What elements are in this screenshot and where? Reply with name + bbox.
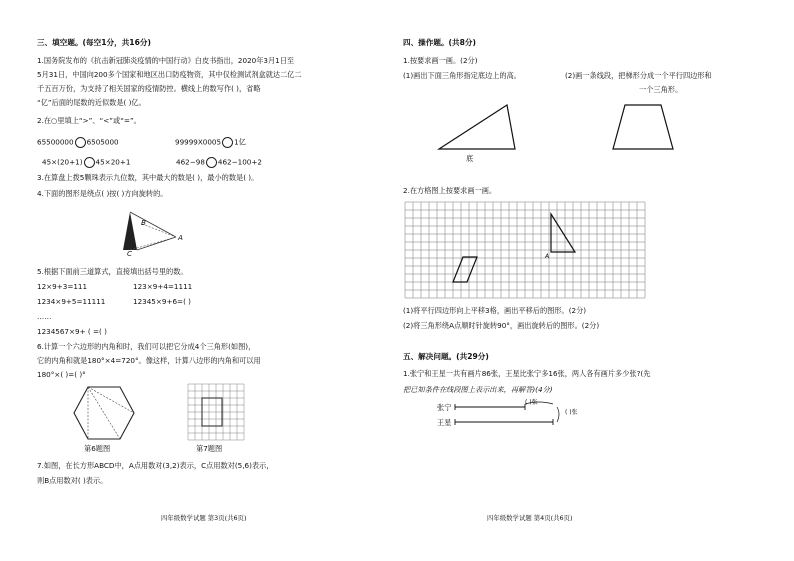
rotation-dash: [142, 224, 176, 237]
op-q2-a: (1)将平行四边形向上平移3格，画出平移后的图形。(2分): [403, 306, 587, 315]
grid-point-a: A: [545, 253, 550, 260]
op-q2: 2.在方格图上按要求画一画。: [403, 186, 497, 195]
hexagon-diagonal: [88, 387, 120, 439]
hexagon: [74, 387, 134, 439]
q4-text: 4.下面的图形是绕点( )按( )方向旋转的。: [37, 189, 168, 198]
q5-row2-a: 1234×9+5=11111: [37, 297, 106, 306]
point-label-c: C: [127, 249, 133, 258]
base-label: 底: [466, 154, 474, 163]
q5-last: 1234567×9+ ( =( ): [37, 327, 107, 336]
op-q1-a: (1)画出下面三角形指定底边上的高。: [403, 71, 521, 80]
q5-dots: ……: [37, 312, 52, 321]
right-footer: 四年级数学试题 第4页(共6页): [487, 514, 573, 522]
left-footer: 四年级数学试题 第3页(共6页): [161, 514, 247, 522]
q7-line-2: 则B点用数对( )表示。: [37, 476, 108, 485]
op-q1: 1.按要求画一画。(2分): [403, 56, 478, 65]
compare-circle[interactable]: [222, 137, 233, 148]
q5-text: 5.根据下面前三道算式，直接填出括号里的数。: [37, 267, 188, 276]
point-label-a: A: [178, 233, 183, 242]
q5-row1-b: 123×9+4=1111: [133, 282, 193, 291]
triangle: [439, 105, 515, 149]
right-triangle: [551, 214, 575, 252]
op-q2-b: (2)将三角形绕A点顺时针旋转90°，画出旋转后的图形。(2分): [403, 321, 600, 330]
q6-line-3: 180°×( )=( )°: [37, 370, 86, 379]
q7-line-1: 7.如图，在长方形ABCD中，A点用数对(3,2)表示，C点用数对(5,6)表示，: [37, 461, 274, 470]
fig6-caption: 第6题图: [84, 444, 111, 453]
p1-line-2: 把已知条件在线段图上表示出来，再解答)(4分): [403, 385, 553, 394]
label-wang: 王星: [437, 418, 452, 427]
compare-circle[interactable]: [84, 157, 95, 168]
q1-line-2: 5月31日，中国向200多个国家和地区出口防疫物资，其中仅检测试剂盒就达二亿二: [37, 70, 302, 79]
q7-grid-figure: [188, 384, 248, 440]
compare-circle[interactable]: [75, 137, 86, 148]
fig7-caption: 第7题图: [196, 444, 223, 453]
section5-title: 五、解决问题。(共29分): [403, 352, 489, 361]
trapezoid-figure: [611, 103, 691, 153]
label-zhang: 张宁: [437, 403, 452, 412]
q1-line-4: “亿”后面的尾数的近似数是( )亿。: [37, 98, 146, 107]
q5-row1-a: 12×9+3=111: [37, 282, 88, 291]
q1-line-3: 千五百万份，为支持了相关国家的疫情防控。横线上的数写作( )，省略: [37, 84, 261, 93]
seg-label-right: ( )张: [565, 409, 578, 416]
right-page: [397, 0, 794, 561]
q2-row2-left: 45×(20+1) 45×20+1: [42, 157, 131, 167]
q5-row2-b: 12345×9+6=( ): [133, 297, 191, 306]
q6-line-1: 6.计算一个六边形的内角和时，我们可以把它分成4个三角形(如图)，: [37, 342, 256, 351]
q1-line-1: 1.国务院发布的《抗击新冠肺炎疫情的中国行动》白皮书指出，2020年3月1日至: [37, 56, 295, 65]
op-q1-b: (2)画一条线段，把梯形分成一个平行四边形和: [565, 71, 712, 80]
dark-triangle: [123, 212, 137, 250]
point-label-b: B: [141, 218, 146, 227]
q2-row2-right: 462−98 462−100+2: [176, 157, 262, 167]
op-q1-b2: 一个三角形。: [639, 85, 683, 94]
section4-title: 四、操作题。(共8分): [403, 38, 476, 47]
section3-title: 三、填空题。(每空1分，共16分): [37, 38, 151, 47]
seg-label-top: ( )张: [525, 399, 538, 406]
trapezoid: [613, 105, 673, 149]
p1-line-1: 1.张宁和王星一共有画片86张，王星比张宁多16张，两人各有画片多少张?(先: [403, 369, 651, 378]
parallelogram: [453, 257, 477, 282]
q2-row1-right: 99999X0005 1亿: [175, 137, 246, 147]
rotation-line: [130, 212, 176, 237]
q2-row1-left: 65500000 6505000: [37, 137, 119, 147]
q3-text: 3.在算盘上拨5颗珠表示九位数，其中最大的数是( )，最小的数是( )。: [37, 173, 259, 182]
q6-line-2: 它的内角和就是180°×4=720°。像这样，计算八边形的内角和可以用: [37, 356, 261, 365]
segment-diagram: [453, 400, 583, 430]
triangle-figure: [437, 103, 517, 153]
hexagon-figure: [72, 385, 136, 441]
square-grid: [405, 202, 649, 300]
compare-circle[interactable]: [206, 157, 217, 168]
rotation-line: [137, 237, 176, 250]
q2-text: 2.在○里填上“>”、“<”或“=”。: [37, 116, 141, 125]
